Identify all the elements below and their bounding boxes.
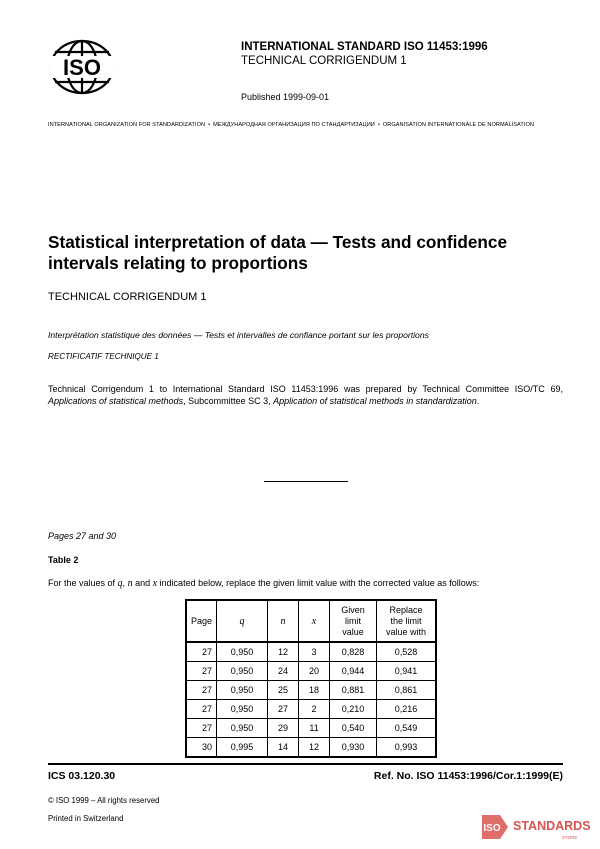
header-line: the limit (390, 615, 422, 626)
cell-given: 0,828 (330, 642, 377, 662)
cell-x: 18 (299, 681, 330, 700)
org-english: INTERNATIONAL ORGANIZATION FOR STANDARDIZATION (48, 122, 206, 128)
corrigendum-title: TECHNICAL CORRIGENDUM 1 (241, 55, 407, 67)
copyright-notice: © ISO 1999 – All rights reserved (48, 796, 160, 805)
organization-line (48, 122, 568, 128)
cell-page: 27 (187, 642, 217, 662)
cell-n: 25 (268, 681, 299, 700)
cell-q: 0,995 (217, 738, 268, 757)
watermark-logo-text: ISO (483, 823, 501, 834)
cell-x: 12 (299, 738, 330, 757)
watermark-text: STANDARDS (513, 819, 591, 833)
pages-reference: Pages 27 and 30 (48, 531, 117, 541)
published-date: Published 1999-09-01 (241, 92, 330, 102)
cell-n: 29 (268, 719, 299, 738)
header-line: value (342, 626, 364, 637)
cell-given: 0,540 (330, 719, 377, 738)
cell-n: 27 (268, 700, 299, 719)
header-q: q (217, 601, 268, 643)
symbol-x: x (152, 578, 158, 589)
reference-number: Ref. No. ISO 11453:1996/Cor.1:1999(E) (373, 770, 563, 782)
header-page: Page (187, 601, 217, 643)
cell-q: 0,950 (217, 700, 268, 719)
org-french: ORGANISATION INTERNATIONALE DE NORMALISATION (382, 122, 534, 128)
cell-q: 0,950 (217, 642, 268, 662)
symbol-q: q (117, 578, 123, 589)
cell-given: 0,944 (330, 662, 377, 681)
cell-given: 0,881 (330, 681, 377, 700)
intro-text: . (476, 396, 480, 406)
divider (264, 481, 348, 482)
watermark-subtext: STORE (562, 835, 578, 840)
org-separator: • (377, 122, 380, 128)
header-replace-limit (377, 601, 436, 643)
table-label: Table 2 (48, 555, 79, 565)
document-title: Statistical interpretation of data — Tests and confidence intervals relating to proportions (48, 232, 508, 273)
cell-given: 0,210 (330, 700, 377, 719)
table-row (187, 681, 436, 700)
cell-q: 0,950 (217, 662, 268, 681)
table-row (187, 662, 436, 681)
intro-text: Technical Corrigendum 1 to International Standard ISO 11453:1996 was prepared by Technical Committee ISO/TC 69, (48, 384, 563, 394)
cell-given: 0,930 (330, 738, 377, 757)
standard-title: INTERNATIONAL STANDARD ISO 11453:1996 (241, 41, 488, 53)
footer-divider (48, 763, 563, 765)
header-line: Given (341, 604, 365, 615)
iso-standards-store-watermark (480, 811, 592, 843)
cell-page: 27 (187, 662, 217, 681)
french-title: Interprétation statistique des données — Tests et intervalles de confiance portant sur les proportions (48, 330, 429, 340)
iso-logo-text: ISO (63, 55, 101, 80)
intro-paragraph (48, 383, 563, 407)
table-header-row (187, 601, 436, 643)
table-row (187, 642, 436, 662)
cell-page: 27 (187, 681, 217, 700)
cell-x: 11 (299, 719, 330, 738)
intro-subcommittee-name: Application of statistical methods in standardization (273, 396, 477, 406)
header-line: Replace (389, 604, 423, 615)
correction-table (186, 600, 436, 757)
cell-replace: 0,549 (377, 719, 436, 738)
org-separator: • (208, 122, 211, 128)
table-row (187, 738, 436, 757)
cell-x: 3 (299, 642, 330, 662)
cell-page: 27 (187, 719, 217, 738)
ics-code: ICS 03.120.30 (48, 770, 116, 782)
instruction-part: and (132, 578, 153, 588)
header-line: limit (345, 615, 362, 626)
header-given-limit (330, 601, 377, 643)
printed-location: Printed in Switzerland (48, 814, 124, 823)
document-subtitle: TECHNICAL CORRIGENDUM 1 (48, 291, 207, 303)
cell-replace: 0,528 (377, 642, 436, 662)
cell-x: 2 (299, 700, 330, 719)
cell-page: 27 (187, 700, 217, 719)
instruction-part: indicated below, replace the given limit value with the corrected value as follows: (157, 578, 480, 588)
iso-logo (48, 38, 116, 96)
cell-replace: 0,993 (377, 738, 436, 757)
cell-n: 14 (268, 738, 299, 757)
french-subtitle: RECTIFICATIF TECHNIQUE 1 (48, 352, 159, 361)
header-line: value with (386, 626, 427, 637)
cell-replace: 0,216 (377, 700, 436, 719)
cell-n: 12 (268, 642, 299, 662)
cell-q: 0,950 (217, 681, 268, 700)
instruction-part: , (122, 578, 128, 588)
cell-q: 0,950 (217, 719, 268, 738)
table-row (187, 719, 436, 738)
header-x: x (299, 601, 330, 643)
cell-page: 30 (187, 738, 217, 757)
cell-replace: 0,861 (377, 681, 436, 700)
instruction-part: For the values of (48, 578, 118, 588)
table-row (187, 700, 436, 719)
instruction-text (48, 578, 479, 589)
intro-committee-name: Applications of statistical methods (48, 396, 184, 406)
org-russian: МЕЖДУНАРОДНАЯ ОРГАНИЗАЦИЯ ПО СТАНДАРТИЗАЦИИ (213, 122, 375, 128)
symbol-n: n (127, 578, 133, 589)
cell-replace: 0,941 (377, 662, 436, 681)
header-n: n (268, 601, 299, 643)
cell-n: 24 (268, 662, 299, 681)
cell-x: 20 (299, 662, 330, 681)
intro-text: , Subcommittee SC 3, (183, 396, 274, 406)
